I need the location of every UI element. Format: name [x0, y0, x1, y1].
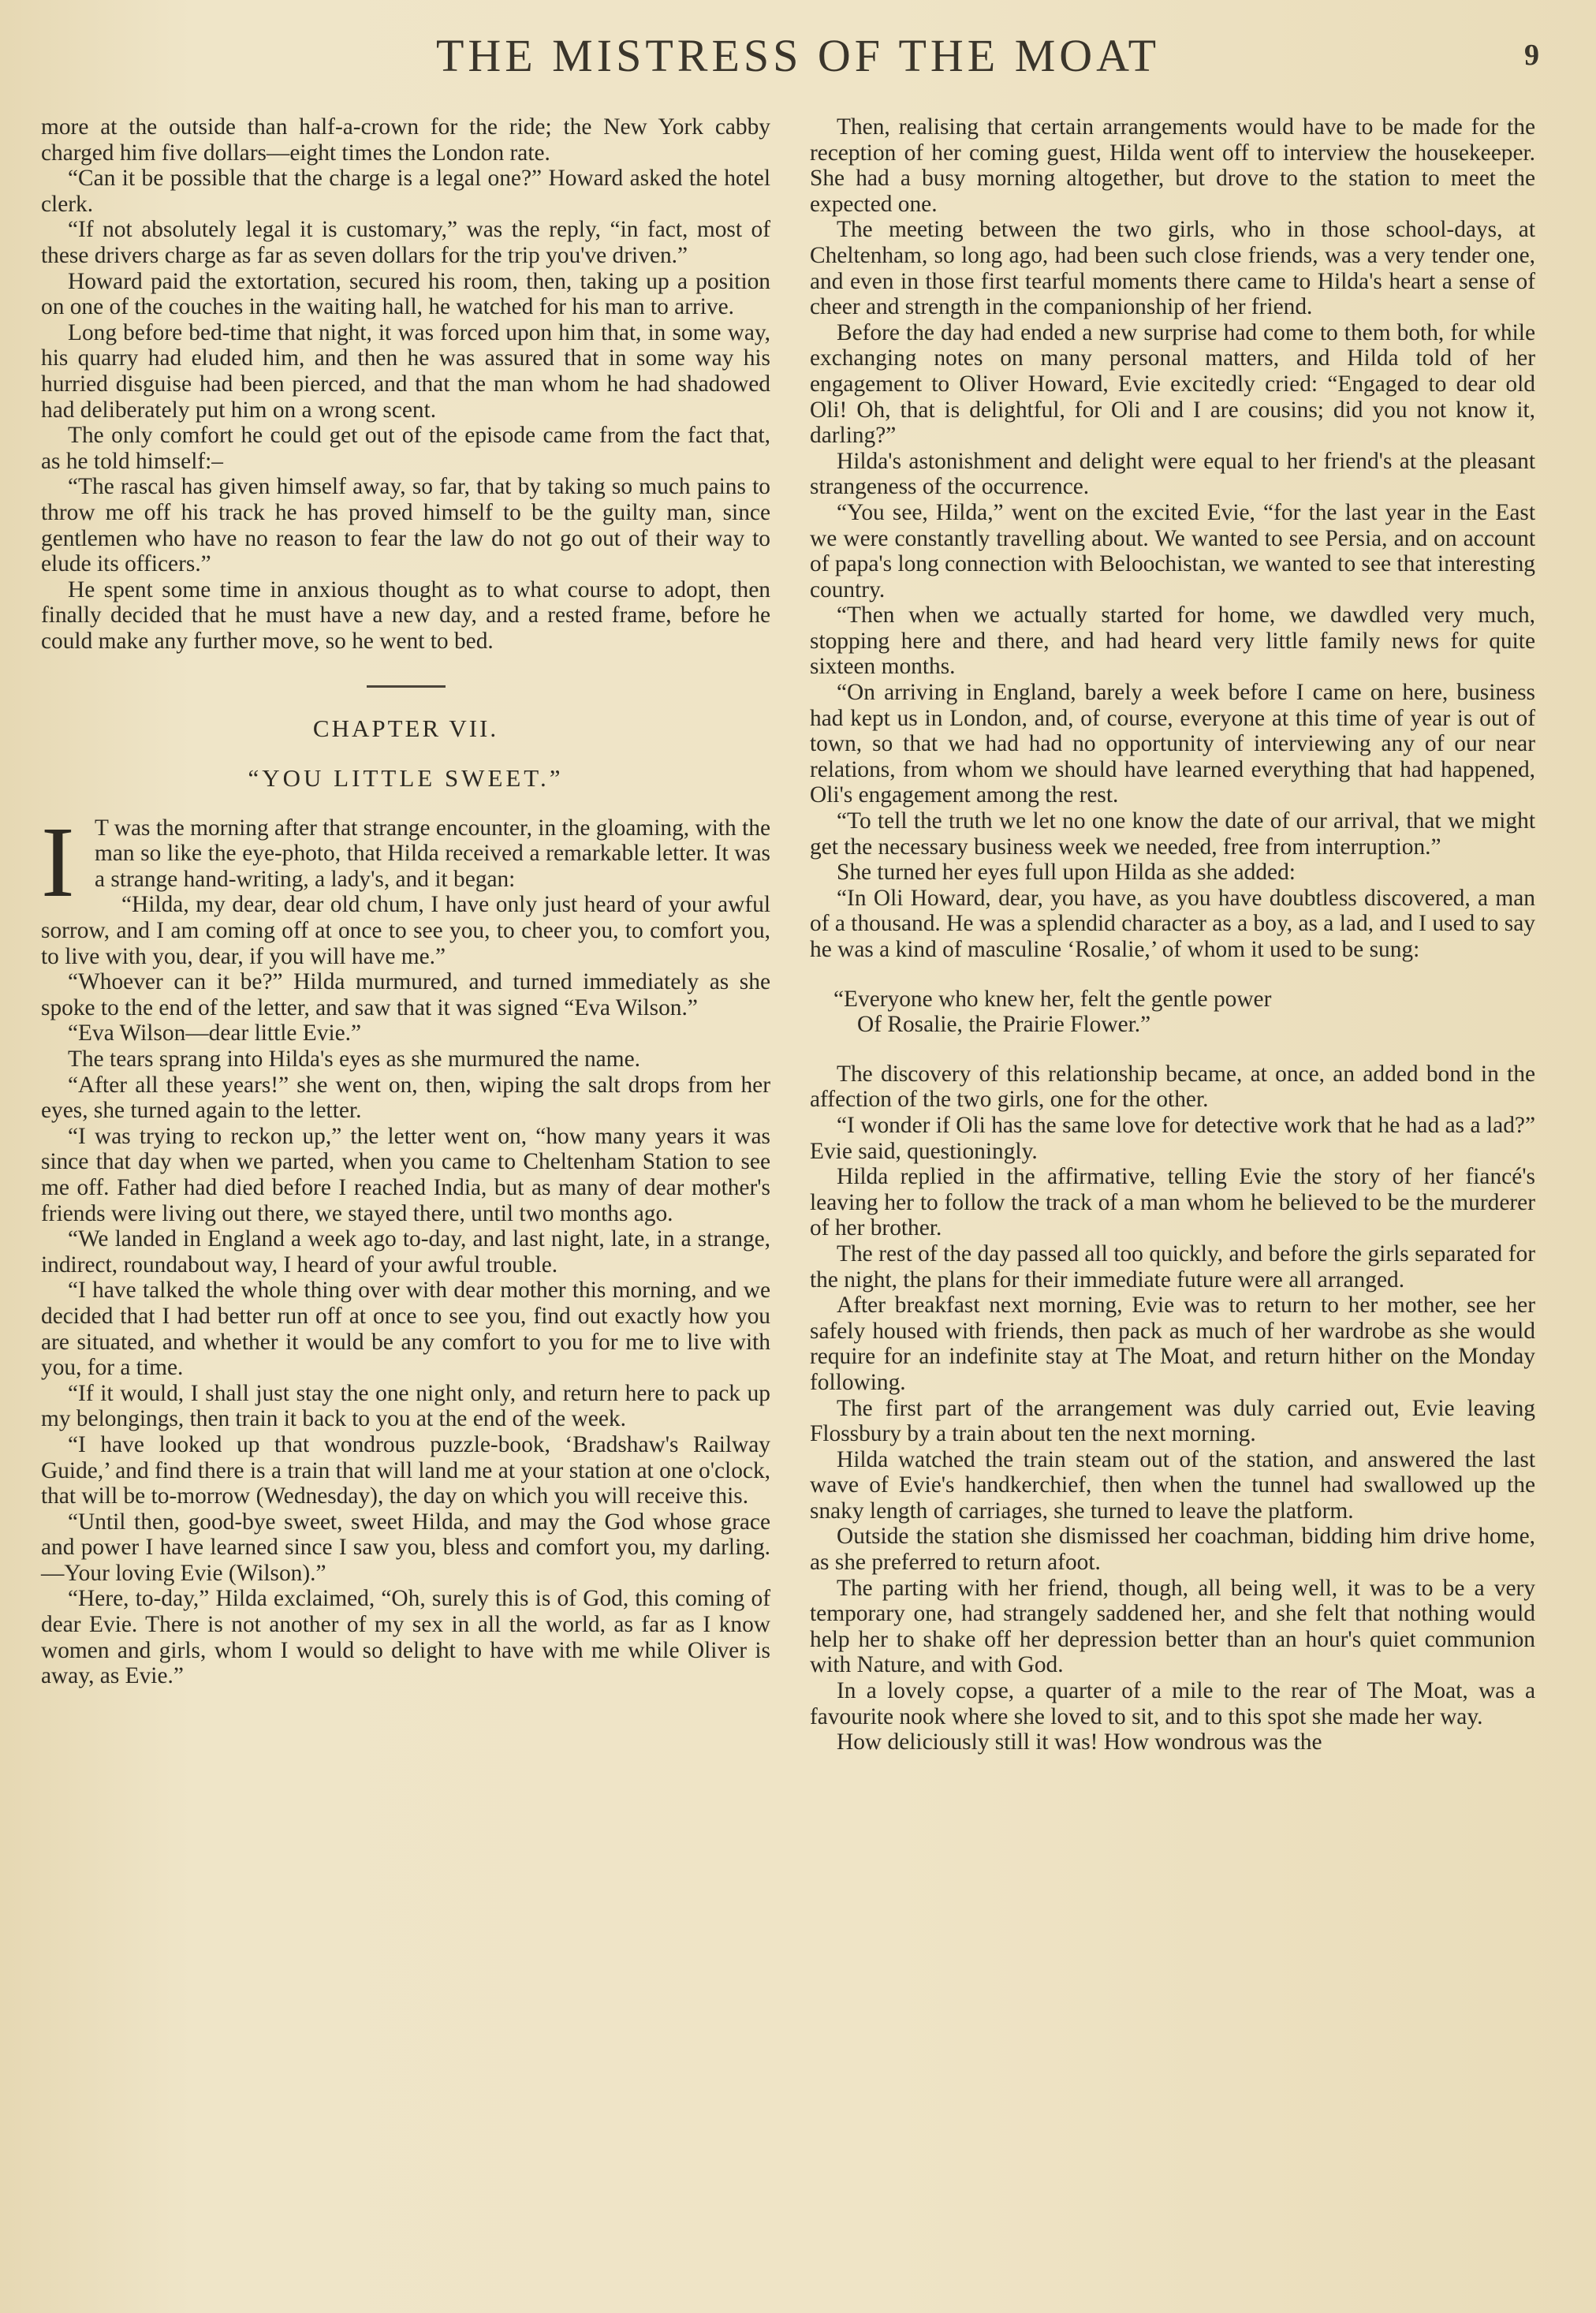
- page-header: [0, 28, 1596, 84]
- paragraph: The discovery of this relationship became, at once, an added bond in the affection of the two girls, one for the other.: [810, 1061, 1535, 1113]
- paragraph: The parting with her friend, though, all being well, it was to be a very temporary one, had strangely saddened her, and she felt that nothing would help her to shake off her depression better than an hour's quiet communion with Nature, and with God.: [810, 1575, 1535, 1678]
- paragraph: “After all these years!” she went on, then, wiping the salt drops from her eyes, she turned again to the letter.: [41, 1072, 770, 1124]
- paragraph: “You see, Hilda,” went on the excited Evie, “for the last year in the East we were constantly travelling about. We wanted to see Persia, and on account of papa's long connection with Beloochistan, we wanted to see that interesting country.: [810, 499, 1535, 602]
- page-number: 9: [1524, 39, 1539, 72]
- paragraph: The meeting between the two girls, who in those school-days, at Cheltenham, so long ago, had been such close friends, was a very tender one, and even in those first tearful moments there came to Hilda's heart a sense of cheer and strength in the companionship of her friend.: [810, 217, 1535, 320]
- paragraph: “Until then, good-bye sweet, sweet Hilda, and may the God whose grace and power I have learned since I saw you, bless and comfort you, my darling.—Your loving Evie (Wilson).”: [41, 1509, 770, 1586]
- paragraph: “Then when we actually started for home, we dawdled very much, stopping here and there, and had heard very little family news for quite sixteen months.: [810, 602, 1535, 680]
- paragraph: He spent some time in anxious thought as to what course to adopt, then finally decided that he must have a new day, and a rested frame, before he could make any further move, so he went to bed.: [41, 576, 770, 654]
- chapter-body: [41, 805, 770, 1689]
- paragraph: The tears sprang into Hilda's eyes as she murmured the name.: [68, 1046, 640, 1072]
- opening-paragraph: T was the morning after that strange encounter, in the gloaming, with the man so like the eye-photo, that Hilda received a remarkable letter. It was a strange hand-writing, a lady's, and it began:: [95, 815, 770, 892]
- paragraph: Outside the station she dismissed her coachman, bidding him drive home, as she preferred to return afoot.: [810, 1524, 1535, 1576]
- paragraph: “Eva Wilson—dear little Evie.”: [68, 1020, 362, 1046]
- left-column: [41, 114, 770, 1689]
- paragraph: “Can it be possible that the charge is a legal one?” Howard asked the hotel clerk.: [41, 166, 770, 217]
- paragraph: In a lovely copse, a quarter of a mile to the rear of The Moat, was a favourite nook where she loved to sit, and to this spot she made her way.: [810, 1678, 1535, 1729]
- chapter-title: “YOU LITTLE SWEET.”: [248, 764, 564, 793]
- paragraph: The only comfort he could get out of the episode came from the fact that, as he told himself:–: [41, 423, 770, 474]
- paragraph: more at the outside than half-a-crown for the ride; the New York cabby charged him five dollars—eight times the London rate.: [41, 114, 770, 166]
- paragraph: Hilda's astonishment and delight were equal to her friend's at the pleasant strangeness of the occurrence.: [810, 448, 1535, 500]
- paragraph: Hilda watched the train steam out of the station, and answered the last wave of Evie's handkerchief, then when the tunnel had swallowed up the snaky length of carriages, she turned to leave the platform.: [810, 1446, 1535, 1524]
- paragraph: “In Oli Howard, dear, you have, as you have doubtless discovered, a man of a thousand. He was a splendid character as a boy, as a lad, and I used to say he was a kind of masculine ‘Rosalie,’ of whom it used to be sung:: [810, 885, 1535, 962]
- paragraph: “We landed in England a week ago to-day, and last night, late, in a strange, indirect, roundabout way, I heard of your awful trouble.: [41, 1226, 770, 1278]
- drop-cap: I: [41, 805, 75, 918]
- chapter-number: CHAPTER VII.: [312, 714, 499, 743]
- paragraph: Long before bed-time that night, it was forced upon him that, in some way, his quarry had eluded him, and then he was assured that in some way his hurried disguise had been pierced, and that the man whom he had shadowed had deliberately put him on a wrong scent.: [41, 319, 770, 423]
- verse-line: Of Rosalie, the Prairie Flower.”: [857, 1012, 1151, 1038]
- paragraph: “The rascal has given himself away, so far, that by taking so much pains to throw me off his track he has proved himself to be the guilty man, since gentlemen who have no reason to fear the law do not go out of their way to elude its officers.”: [41, 474, 770, 577]
- running-title: THE MISTRESS OF THE MOAT: [435, 30, 1161, 81]
- paragraph: The first part of the arrangement was duly carried out, Evie leaving Flossbury by a train about ten the next morning.: [810, 1395, 1535, 1447]
- paragraph: “Hilda, my dear, dear old chum, I have only just heard of your awful sorrow, and I am coming off at once to see you, to cheer you, to comfort you, to live with you, dear, if you will have me.”: [41, 892, 770, 969]
- paragraph: “Whoever can it be?” Hilda murmured, and turned immediately as she spoke to the end of the letter, and saw that it was signed “Eva Wilson.”: [41, 969, 770, 1020]
- section-divider: [367, 685, 446, 688]
- paragraph: “I have talked the whole thing over with dear mother this morning, and we decided that I had better run off at once to see you, find out exactly how you are situated, and whether it would be any comfort to you for me to live with you, for a time.: [41, 1278, 770, 1381]
- paragraph: “If not absolutely legal it is customary,” was the reply, “in fact, most of these drivers charge as far as seven dollars for the trip you've driven.”: [41, 217, 770, 268]
- paragraph: “Here, to-day,” Hilda exclaimed, “Oh, surely this is of God, this coming of dear Evie. There is not another of my sex in all the world, as far as I know women and girls, whom I would so delight to have with me while Oliver is away, as Evie.”: [41, 1586, 770, 1689]
- paragraph: Before the day had ended a new surprise had come to them both, for while exchanging notes on many personal matters, and Hilda told of her engagement to Oliver Howard, Evie excitedly cried: “Engaged to dear old Oli! Oh, that is delightful, for Oli and I are cousins; did you not know it, darling?”: [810, 319, 1535, 449]
- paragraph: “To tell the truth we let no one know the date of our arrival, that we might get the necessary business week we needed, free from interruption.”: [810, 808, 1535, 860]
- paragraph: The rest of the day passed all too quickly, and before the girls separated for the night, the plans for their immediate future were all arranged.: [810, 1240, 1535, 1293]
- verse-quote: [833, 987, 1535, 1038]
- paragraph: “I was trying to reckon up,” the letter went on, “how many years it was since that day when we parted, when you came to Cheltenham Station to see me off. Father had died before I reached India, but as many of dear mother's friends were living out there, we stayed there, until two months ago.: [41, 1123, 770, 1226]
- paragraph: “I have looked up that wondrous puzzle-book, ‘Bradshaw's Railway Guide,’ and find there is a train that will land me at your station at one o'clock, that will be to-morrow (Wednesday), the day on which you will receive this.: [41, 1431, 770, 1509]
- right-column: [810, 114, 1535, 1755]
- paragraph: She turned her eyes full upon Hilda as she added:: [837, 860, 1296, 886]
- paragraph: After breakfast next morning, Evie was to return to her mother, see her safely housed with friends, then pack as much of her wardrobe as she would require for an indefinite stay at The Moat, and return hither on the Monday following.: [810, 1293, 1535, 1395]
- paragraph: “I wonder if Oli has the same love for detective work that he had as a lad?” Evie said, questioningly.: [810, 1112, 1535, 1164]
- paragraph: Howard paid the extortation, secured his room, then, taking up a position on one of the couches in the waiting hall, he watched for his man to arrive.: [41, 268, 770, 320]
- verse-line: “Everyone who knew her, felt the gentle power: [833, 986, 1272, 1012]
- paragraph: Then, realising that certain arrangements would have to be made for the reception of her coming guest, Hilda went off to interview the housekeeper. She had a busy morning altogether, but drove to the station to meet the expected one.: [810, 114, 1535, 217]
- paragraph: How deliciously still it was! How wondrous was the: [837, 1729, 1322, 1755]
- story-continuation: [41, 114, 770, 654]
- paragraph: “If it would, I shall just stay the one night only, and return here to pack up my belongings, then train it back to you at the end of the week.: [41, 1380, 770, 1432]
- paragraph: Hilda replied in the affirmative, telling Evie the story of her fiancé's leaving her to follow the track of a man whom he believed to be the murderer of her brother.: [810, 1164, 1535, 1241]
- paragraph: “On arriving in England, barely a week before I came on here, business had kept us in London, and, of course, everyone at this time of year is out of town, so that we had had no opportunity of interviewing any of our near relations, from whom we should have learned everything that had happened, Oli's engagement among the rest.: [810, 680, 1535, 808]
